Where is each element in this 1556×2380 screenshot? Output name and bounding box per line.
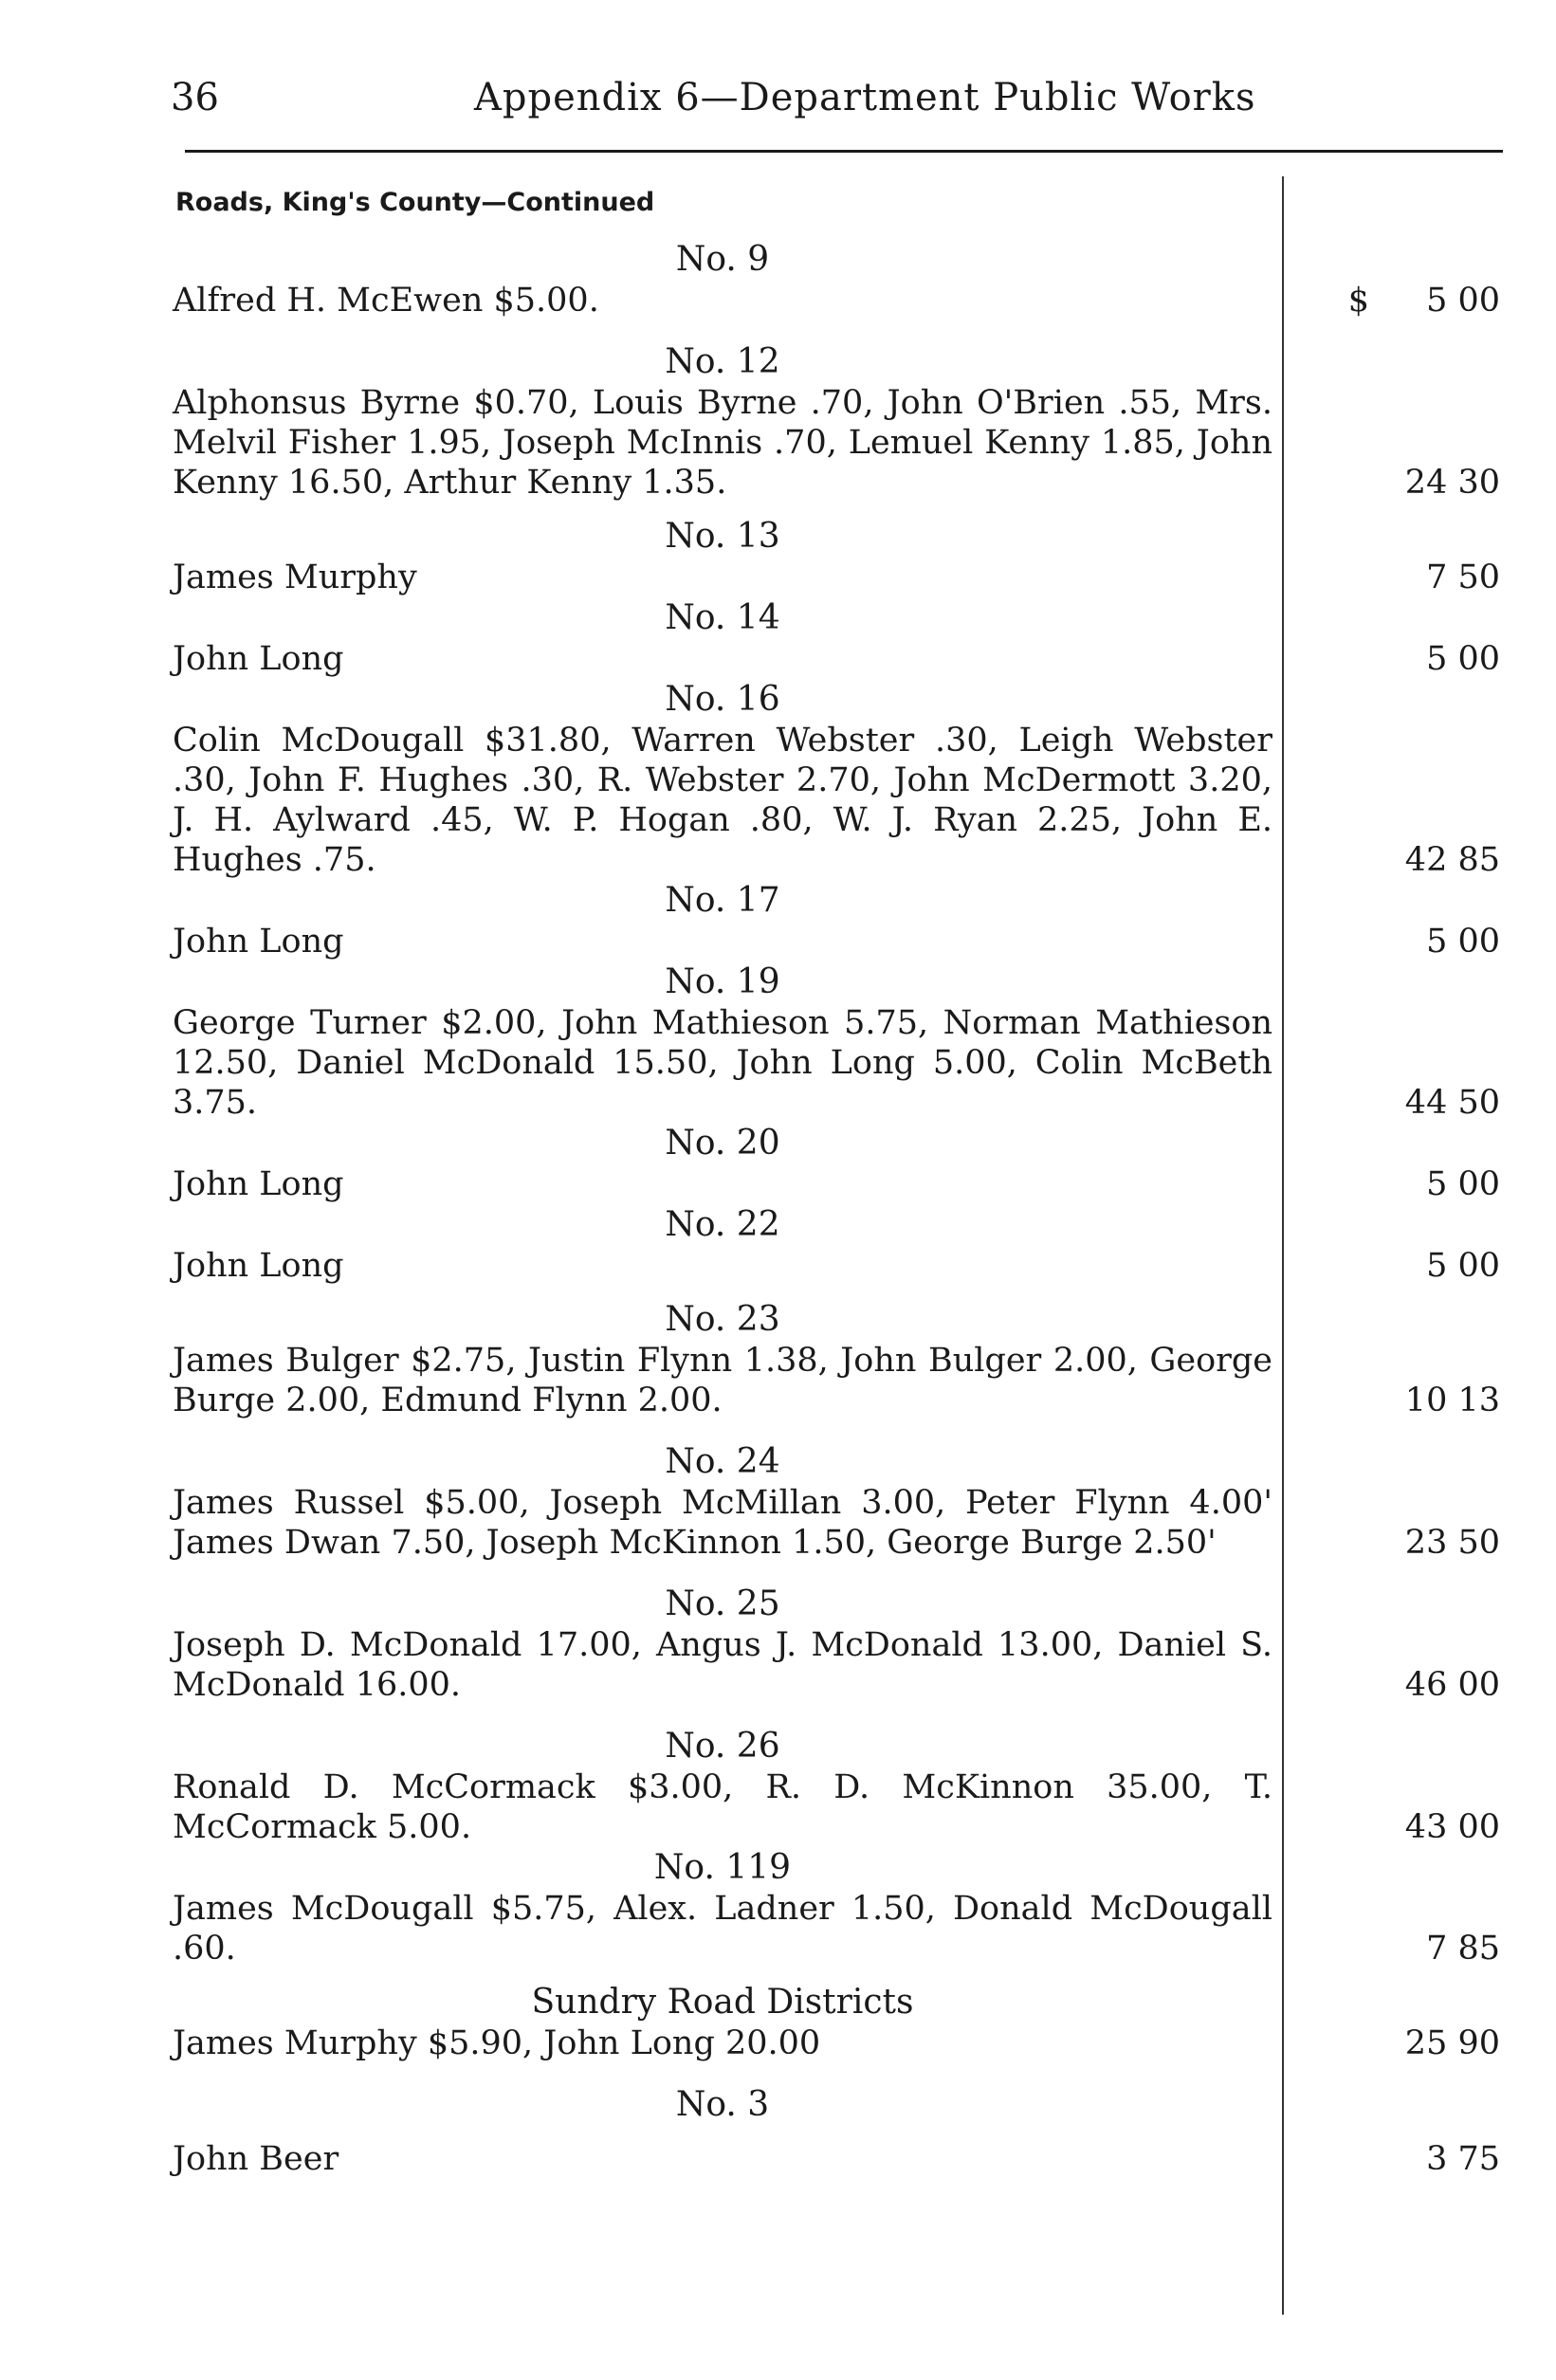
district-entry [173, 1204, 1500, 1286]
district-heading: No. 9 [675, 240, 770, 279]
entry-text: John Long [173, 640, 344, 678]
entry-text: James Bulger $2.75, Justin Flynn 1.38, John Bulger 2.00, George Burge 2.00, Edmund Flynn 2.00. [173, 1342, 1272, 1419]
entry-row [173, 922, 1500, 961]
district-heading: No. 17 [665, 881, 780, 920]
entry-text: James McDougall $5.75, Alex. Ladner 1.50, Donald McDougall .60. [173, 1890, 1272, 1968]
district-entry [173, 2084, 1500, 2179]
entry-amount: 46 00 [1404, 1666, 1500, 1704]
entry-amount: 25 90 [1404, 2024, 1500, 2062]
district-entry [173, 961, 1500, 1123]
district-heading: No. 119 [653, 1848, 792, 1887]
entry-text: George Turner $2.00, John Mathieson 5.75, Norman Mathieson 12.50, Daniel McDonald 15.50, John Long 5.00, Colin McBeth 3.75. [173, 1004, 1272, 1122]
entry-text: Colin McDougall $31.80, Warren Webster .30, Leigh Webster .30, John F. Hughes .30, R. Webster 2.70, John McDermott 3.20, J. H. Aylward .45, W. P. Hogan .80, W. J. Ryan 2.25, John E. Hughes .75. [173, 722, 1272, 879]
section-label: Roads, King's County—Continued [175, 188, 655, 217]
road-district-list [173, 239, 1500, 2179]
entry-text: Alphonsus Byrne $0.70, Louis Byrne .70, John O'Brien .55, Mrs. Melvil Fisher 1.95, Joseph McInnis .70, Lemuel Kenny 1.85, John Kenny 16.50, Arthur Kenny 1.35. [173, 384, 1272, 502]
district-entry [173, 1441, 1500, 1563]
district-heading: No. 23 [665, 1300, 780, 1339]
entry-row [173, 1246, 1500, 1286]
entry-amount: 7 85 [1426, 1930, 1500, 1968]
district-heading: No. 13 [665, 517, 780, 556]
entry-amount: 10 13 [1404, 1382, 1500, 1419]
entry-row [173, 1164, 1500, 1204]
district-entry [173, 341, 1500, 503]
entry-row [173, 1341, 1500, 1420]
currency-symbol: $ [1347, 282, 1370, 320]
entry-amount: 43 00 [1404, 1808, 1500, 1846]
district-heading: No. 3 [675, 2085, 770, 2124]
district-heading: No. 19 [665, 962, 780, 1001]
entry-amount: 7 50 [1426, 558, 1500, 596]
district-heading: No. 22 [665, 1205, 780, 1244]
district-entry [173, 239, 1500, 320]
district-entry [173, 1982, 1500, 2063]
entry-amount: 3 75 [1426, 2140, 1500, 2178]
entry-row [173, 721, 1500, 880]
entry-row [173, 1889, 1500, 1968]
entry-row [173, 1003, 1500, 1123]
entry-text: John Long [173, 923, 344, 961]
district-entry [173, 679, 1500, 880]
entry-text: John Beer [173, 2140, 339, 2178]
entry-amount: 5 00 [1426, 1247, 1500, 1285]
entry-row [173, 2139, 1500, 2179]
district-heading: No. 24 [665, 1442, 780, 1481]
entry-amount: 44 50 [1404, 1084, 1500, 1122]
district-entry [173, 597, 1500, 679]
entry-amount: 5 00 [1426, 1165, 1500, 1203]
district-entry [173, 516, 1500, 597]
entry-row [173, 281, 1500, 320]
entry-row [173, 383, 1500, 503]
district-entry [173, 1847, 1500, 1968]
district-entry [173, 1726, 1500, 1847]
running-title: Appendix 6—Department Public Works [474, 76, 1256, 119]
entry-row [173, 558, 1500, 597]
entry-row [173, 1625, 1500, 1705]
entry-row [173, 639, 1500, 679]
entry-text: James Murphy [173, 558, 417, 596]
district-heading: No. 20 [665, 1124, 780, 1163]
entry-text: John Long [173, 1165, 344, 1203]
entry-text: John Long [173, 1247, 344, 1285]
entry-text: James Murphy $5.90, John Long 20.00 [173, 2024, 821, 2062]
sundry-heading: Sundry Road Districts [531, 1983, 914, 2022]
district-heading: No. 26 [665, 1727, 780, 1766]
amount-value: 5 00 [1426, 282, 1500, 320]
entry-amount: 5 00 [1426, 923, 1500, 961]
district-heading: No. 16 [665, 680, 780, 719]
entry-amount [1348, 281, 1500, 320]
district-heading: No. 12 [665, 342, 780, 381]
entry-amount: 5 00 [1426, 640, 1500, 678]
entry-row [173, 1767, 1500, 1847]
header-rule [185, 150, 1503, 153]
district-entry [173, 1299, 1500, 1420]
entry-text: Joseph D. McDonald 17.00, Angus J. McDonald 13.00, Daniel S. McDonald 16.00. [173, 1626, 1272, 1704]
entry-row [173, 2023, 1500, 2063]
entry-amount: 42 85 [1404, 841, 1500, 879]
district-entry [173, 1584, 1500, 1705]
page-header [171, 68, 1498, 135]
district-entry [173, 1123, 1500, 1204]
entry-amount: 24 30 [1404, 464, 1500, 502]
entry-text: Alfred H. McEwen $5.00. [173, 282, 599, 320]
entry-amount: 23 50 [1404, 1524, 1500, 1562]
district-heading: No. 14 [665, 598, 780, 637]
district-entry [173, 880, 1500, 961]
entry-text: James Russel $5.00, Joseph McMillan 3.00, Peter Flynn 4.00' James Dwan 7.50, Joseph McKinnon 1.50, George Burge 2.50' [173, 1484, 1272, 1562]
entry-text: Ronald D. McCormack $3.00, R. D. McKinnon 35.00, T. McCormack 5.00. [173, 1768, 1272, 1846]
entry-row [173, 1483, 1500, 1563]
page-number: 36 [171, 76, 219, 119]
district-heading: No. 25 [665, 1584, 780, 1623]
